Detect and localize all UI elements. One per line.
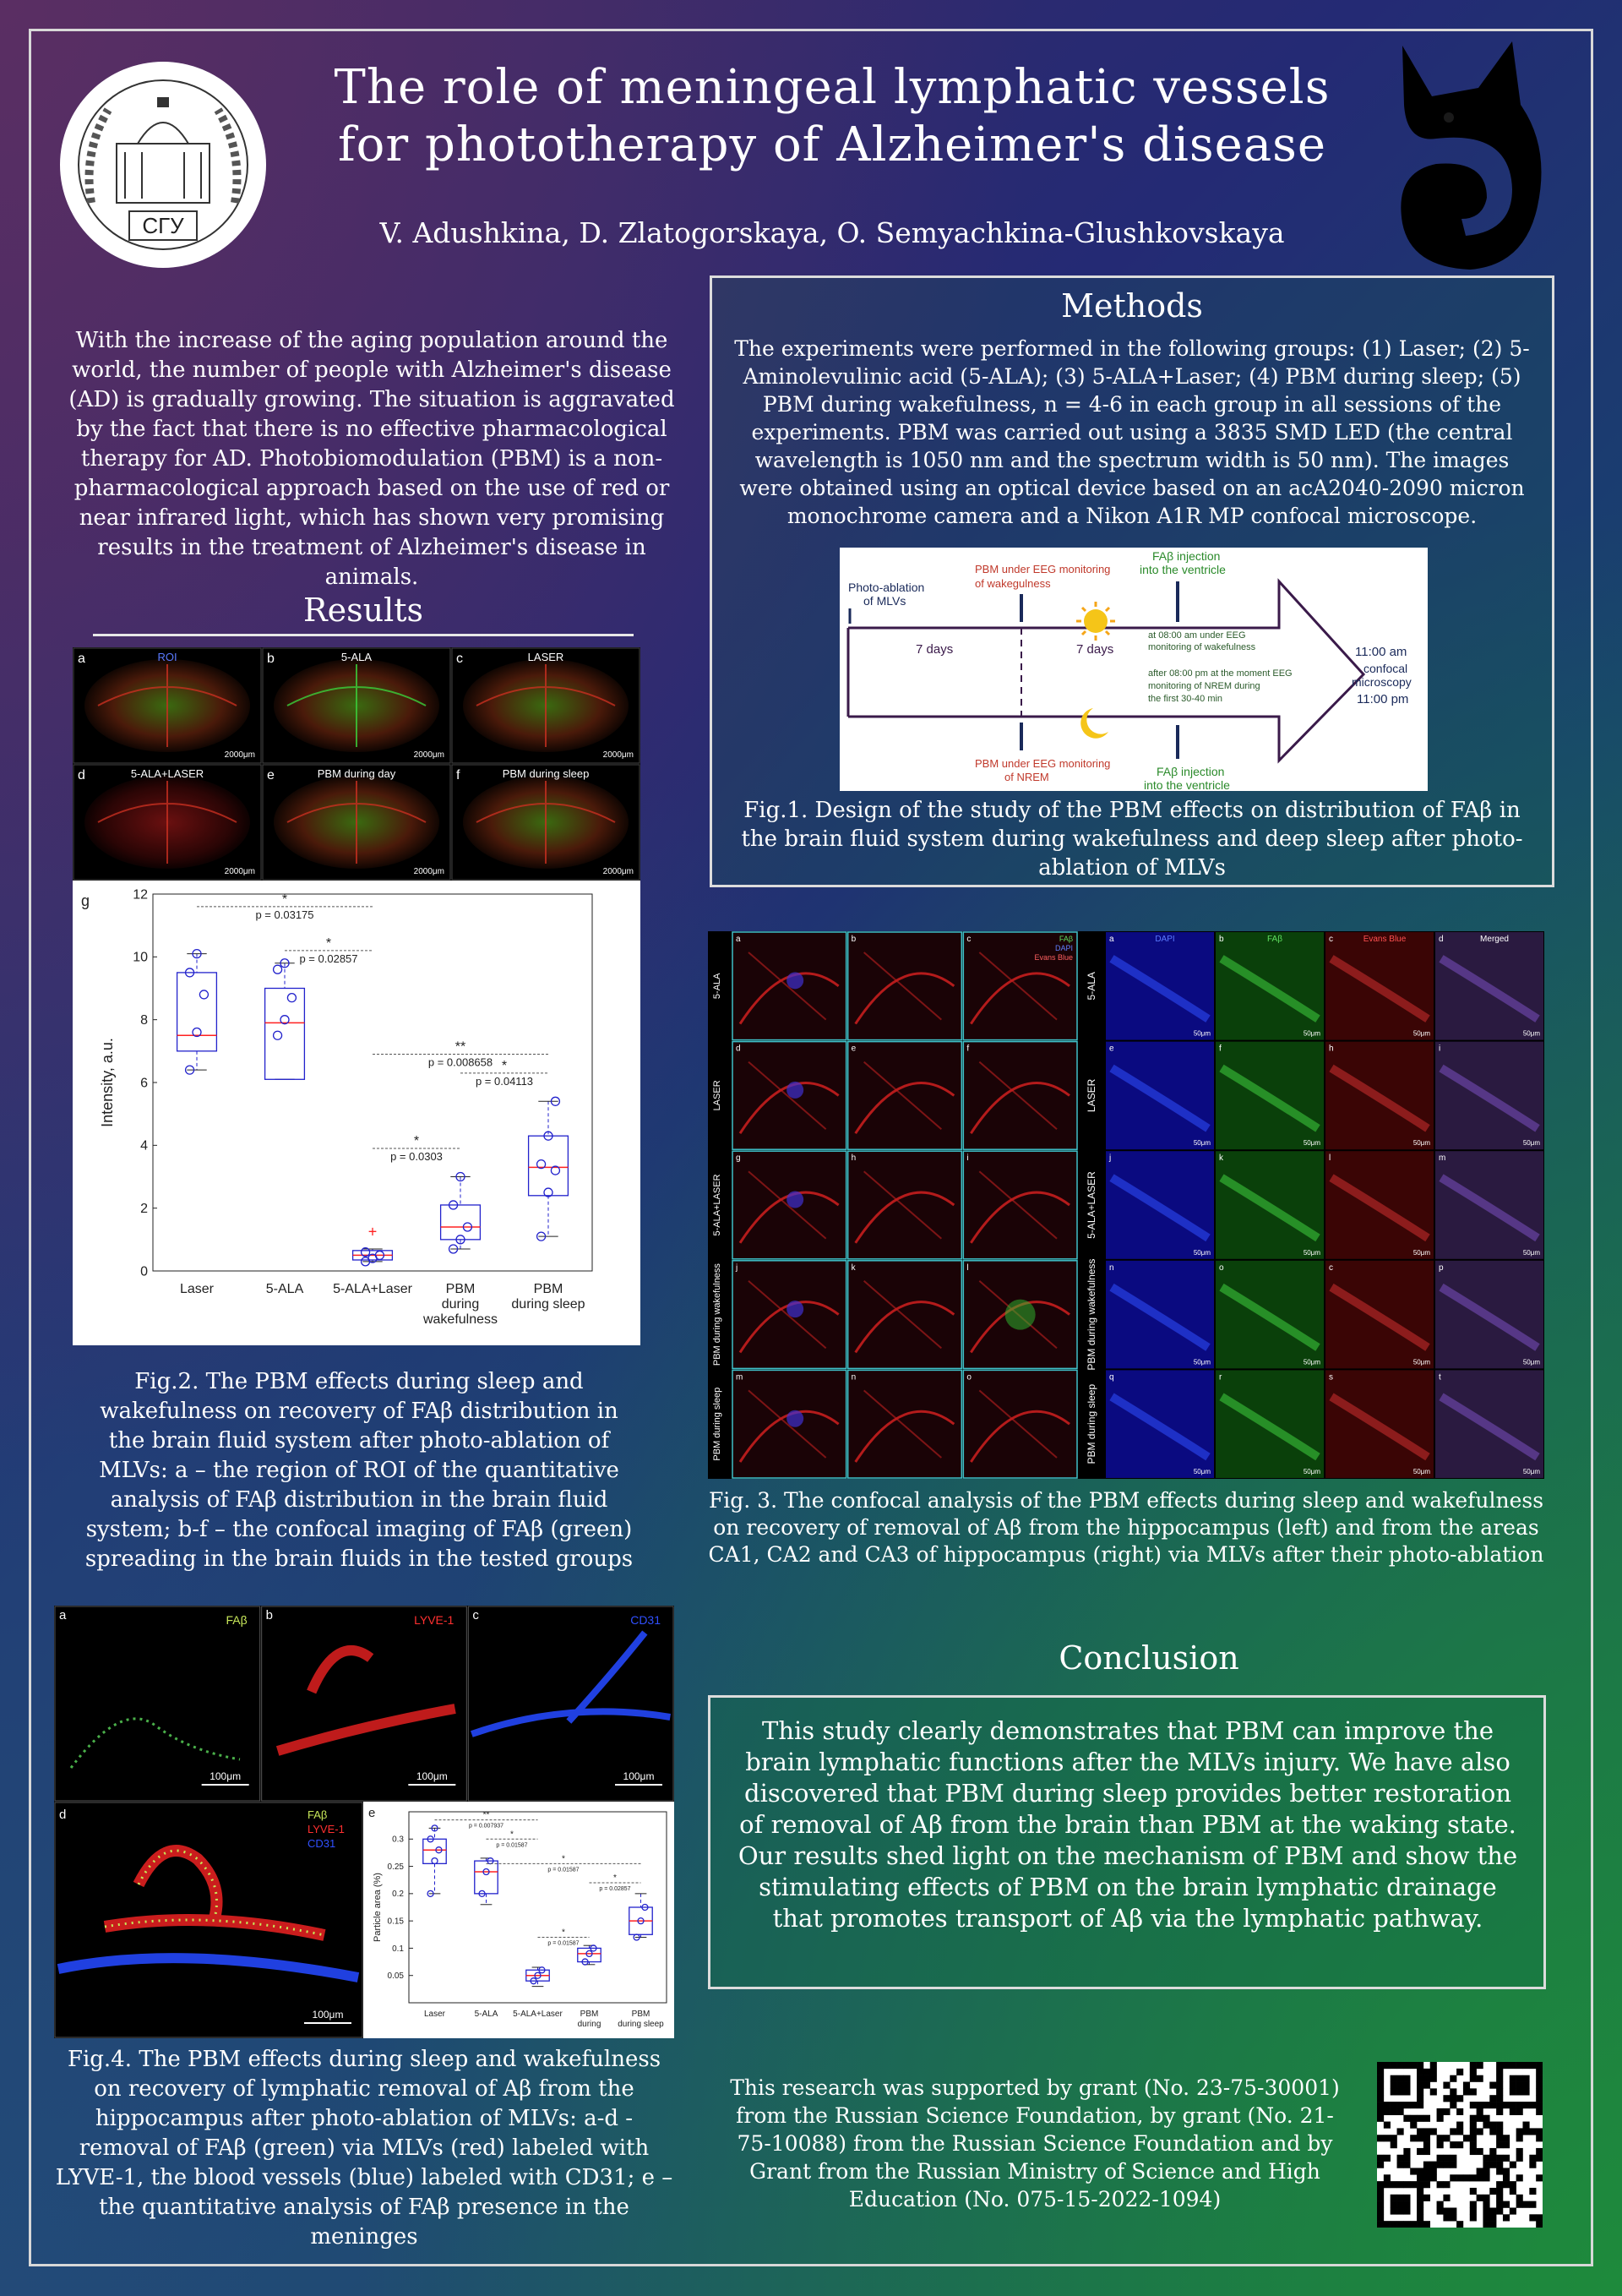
fig3-letter: c — [966, 935, 972, 944]
fig4-panel-a — [55, 1606, 260, 1801]
fig3-left-row-label: 5-ALA+LASER — [712, 1174, 722, 1236]
fig3-letter: f — [966, 1044, 970, 1054]
svg-text:p = 0.008658: p = 0.008658 — [427, 1055, 493, 1069]
fig3-letter: c — [1329, 1263, 1333, 1273]
conclusion-text: This study clearly demonstrates that PBM can improve the brain lymphatic functions after the MLVs injury. We have also discovered that PBM during sleep provides better restoration of removal of Aβ from the brain than PBM at the waking state. Our results shed light on the mechanism of PBM and show the stimulating effects of PBM on the brain lymphatic drainage that promotes transport of Aβ via the lymphatic pathway. — [738, 1716, 1518, 1933]
f1-days-2: 7 days — [1076, 642, 1114, 657]
svg-text:*: * — [562, 1854, 565, 1864]
fig2-scale-e: 2000μm — [413, 867, 444, 876]
fig4-scale-d: 100μm — [312, 2009, 344, 2021]
fig2-scale-d: 2000μm — [224, 867, 255, 876]
fig3-scale: 50μm — [1193, 1358, 1211, 1366]
svg-text:*: * — [562, 1928, 565, 1938]
fig3-left-row — [712, 1151, 1077, 1259]
fig3-scale: 50μm — [1193, 1468, 1211, 1475]
fig4-d-legend-item: FAβ — [308, 1808, 328, 1821]
fig4-letter-b: b — [265, 1608, 274, 1622]
f1-days-1: 7 days — [916, 642, 954, 657]
fig3-letter: g — [736, 1153, 741, 1164]
f1-pbm-wake-1: PBM under EEG monitoring — [975, 563, 1111, 575]
fig3-letter: i — [966, 1153, 969, 1164]
fig3-right-row — [1086, 1370, 1543, 1478]
f1-am-note-1: at 08:00 am under EEG — [1148, 630, 1246, 641]
fig2-label-e: PBM during day — [317, 767, 396, 780]
fig3-letter: n — [851, 1372, 857, 1383]
fig3-letter: f — [1219, 1044, 1222, 1054]
y-axis-label: Intensity, a.u. — [99, 1038, 116, 1127]
fig3-scale: 50μm — [1193, 1248, 1211, 1257]
fig2-letter-e: e — [267, 768, 275, 783]
fig2-panel-c — [452, 648, 640, 763]
fig3-letter: j — [736, 1263, 738, 1273]
fig3-left-row-label: PBM during sleep — [712, 1387, 722, 1461]
f1-pbm-nrem-1: PBM under EEG monitoring — [975, 757, 1111, 770]
fig3-letter: p — [1439, 1263, 1444, 1273]
fig3-letter: q — [1109, 1372, 1114, 1383]
fig3-scale: 50μm — [1193, 1139, 1211, 1148]
x-tick-label: during — [577, 2020, 601, 2029]
fig3-left-row — [712, 932, 1077, 1040]
fig3-letter: c — [1329, 935, 1333, 944]
svg-text:p = 0.007937: p = 0.007937 — [468, 1823, 504, 1830]
moon-icon — [1080, 708, 1108, 739]
fig3-letter: k — [851, 1263, 856, 1273]
fig3-letter: m — [736, 1372, 743, 1383]
x-tick-label: 5-ALA+Laser — [513, 2010, 563, 2019]
fig2-label-d: 5-ALA+LASER — [130, 767, 204, 780]
f1-fab-top-2: into the ventricle — [1140, 563, 1226, 576]
cat-logo — [1385, 37, 1554, 282]
fig4-letter-c: c — [472, 1608, 479, 1622]
fig2-label-b: 5-ALA — [340, 651, 373, 663]
fig3-scale: 50μm — [1412, 1248, 1430, 1257]
x-tick-label: 5-ALA — [474, 2010, 498, 2019]
f1-pm-note-3: the first 30-40 min — [1148, 694, 1223, 704]
fig3-scale: 50μm — [1303, 1468, 1320, 1475]
y-tick-label: 0.15 — [387, 1917, 404, 1927]
fig3-letter: e — [1109, 1044, 1114, 1054]
fig3-right-row-label: 5-ALA+LASER — [1086, 1171, 1097, 1239]
fig3-letter: j — [1109, 1153, 1112, 1164]
figure-4-caption: Fig.4. The PBM effects during sleep and wakefulness on recovery of lymphatic removal of Aβ from the hippocampus after photo-ablation of MLVs: a-d - removal of FAβ (green) via MLVs (red) labeled with LYVE-1, the blood vessels (blue) labeled with CD31; e – the quantitative analysis of FAβ presence in the meninges — [55, 2047, 673, 2250]
y-tick-label: 0.2 — [392, 1890, 404, 1900]
poster-title — [304, 59, 1360, 174]
y-tick-label: 0.1 — [392, 1944, 404, 1954]
f1-time-pm: 11:00 pm — [1357, 692, 1409, 706]
results-heading: Results — [303, 592, 423, 629]
fig3-scale: 50μm — [1522, 1248, 1540, 1257]
authors: V. Adushkina, D. Zlatogorskaya, O. Semyachkina-Glushkovskaya — [379, 216, 1285, 249]
university-seal-logo — [57, 59, 269, 270]
introduction-text: With the increase of the aging population around the world, the number of people with Alzheimer's disease (AD) is gradually growing. The situation is aggravated by the fact that there is no effective pharmacological therapy for AD. Photobiomodulation (PBM) is a non-pharmacological approach based on the use of red or near infrared light, which has shown very promising results in the treatment of Alzheimer's disease in animals. — [68, 328, 675, 590]
fig3-scale: 50μm — [1522, 1139, 1540, 1148]
figure-4 — [54, 1606, 674, 2038]
sun-icon — [1076, 602, 1115, 641]
fig3-letter: r — [1219, 1372, 1222, 1383]
fig3-left-row — [712, 1261, 1077, 1369]
svg-text:**: ** — [482, 1810, 490, 1820]
fig3-channel-label: Merged — [1480, 935, 1509, 944]
fig4-letter-e: e — [368, 1806, 376, 1820]
fig4-d-legend-item: LYVE-1 — [308, 1823, 345, 1835]
fig3-letter: o — [1219, 1263, 1224, 1273]
figure-2 — [73, 647, 640, 1345]
x-tick-label: PBM — [533, 1282, 563, 1296]
fig2-letter-g: g — [81, 892, 90, 909]
fig3-scale: 50μm — [1303, 1358, 1320, 1366]
fig3-left-row-label: PBM during wakefulness — [712, 1263, 722, 1366]
outlier-point: + — [367, 1223, 378, 1241]
f1-photoablation: Photo-ablation — [848, 581, 925, 594]
x-tick-label: 5-ALA — [265, 1282, 304, 1296]
y-tick-label: 2 — [140, 1202, 148, 1216]
fig3-letter: d — [736, 1044, 741, 1054]
fig3-right-row-label: 5-ALA — [1086, 972, 1097, 1001]
f1-pm-note-1: after 08:00 pm at the moment EEG — [1148, 668, 1293, 679]
fig3-scale: 50μm — [1522, 1468, 1540, 1475]
f1-pbm-nrem-2: of NREM — [1004, 771, 1049, 783]
fig3-letter: m — [1439, 1153, 1446, 1164]
title-line-1: The role of meningeal lymphatic vessels — [334, 60, 1331, 115]
fig3-left-row-label: LASER — [712, 1080, 722, 1111]
fig2-panel-b — [263, 648, 450, 763]
fig4-d-legend-item: CD31 — [308, 1837, 336, 1850]
x-tick-label: PBM — [445, 1282, 476, 1296]
f1-confocal-2: microscopy — [1352, 675, 1412, 689]
fig4-panel-b — [262, 1606, 467, 1801]
fig2-panel-f — [452, 765, 640, 880]
fig4-scale-c: 100μm — [623, 1770, 655, 1782]
svg-text:p = 0.04113: p = 0.04113 — [475, 1074, 534, 1088]
fig3-right-row — [1086, 1042, 1543, 1150]
figure-1-study-design — [840, 548, 1428, 791]
f1-time-am: 11:00 am — [1355, 645, 1407, 659]
fig3-scale: 50μm — [1193, 1029, 1211, 1038]
methods-heading: Methods — [1061, 287, 1203, 324]
methods-text: The experiments were performed in the following groups: (1) Laser; (2) 5-Aminolevulinic acid (5-ALA); (3) 5-ALA+Laser; (4) PBM during sleep; (5) PBM during wakefulness, n = 4-6 in each group in all sessions of the experiments. PBM was carried out using a 3835 SMD LED (the central wavelength is 1050 nm and the spectrum width is 50 nm). The images were obtained using an optical device based on an acA2040-2090 micron monochrome camera and a Nikon A1R MP confocal microscope. — [734, 336, 1530, 528]
f1-am-note-2: monitoring of wakefulness — [1148, 642, 1256, 652]
svg-text:p = 0.01587: p = 0.01587 — [547, 1940, 580, 1947]
fig3-letter: b — [1219, 935, 1224, 944]
y-tick-label: 6 — [140, 1076, 148, 1091]
fig3-letter: h — [851, 1153, 857, 1164]
fig3-letter: k — [1219, 1153, 1223, 1164]
fig3-letter: h — [1329, 1044, 1334, 1054]
svg-text:p = 0.02857: p = 0.02857 — [599, 1885, 631, 1892]
fig2-panel-d — [73, 765, 261, 880]
fig2-scale-b: 2000μm — [413, 750, 444, 760]
fig3-legend-item: DAPI — [1054, 944, 1073, 952]
fig3-scale: 50μm — [1412, 1029, 1430, 1038]
fig3-legend-item: Evans Blue — [1034, 953, 1073, 962]
y-tick-label: 0.25 — [387, 1862, 404, 1872]
fig4-scale-b: 100μm — [416, 1770, 448, 1782]
figure-3-confocal-grid — [708, 931, 1544, 1479]
fig3-legend-item: FAβ — [1059, 935, 1073, 943]
svg-text:p = 0.01587: p = 0.01587 — [547, 1867, 580, 1873]
svg-text:p = 0.01587: p = 0.01587 — [496, 1842, 528, 1849]
fig3-scale: 50μm — [1412, 1139, 1430, 1148]
fig2-scale-c: 2000μm — [602, 750, 634, 760]
title-line-2: for phototherapy of Alzheimer's disease — [337, 117, 1327, 172]
qr-code[interactable] — [1377, 2062, 1543, 2228]
f1-of-mlvs: of MLVs — [863, 594, 906, 608]
x-tick-label: PBM — [580, 2010, 599, 2019]
fig3-letter: a — [1109, 935, 1114, 944]
figure-2-caption: Fig.2. The PBM effects during sleep and wakefulness on recovery of FAβ distribution in the brain fluid system after photo-ablation of MLVs: a – the region of ROI of the quantitative analysis of FAβ distribution in the brain fluid system; b-f – the confocal imaging of FAβ (green) spreading in the brain fluids in the tested groups — [84, 1369, 634, 1572]
fig3-left-row — [712, 1042, 1077, 1150]
fig3-letter: b — [851, 935, 857, 944]
funding-acknowledgement: This research was supported by grant (No. 23-75-30001) from the Russian Science Foundation, by grant (No. 21-75-10088) from the Russian Science Foundation and by Grant from the Russian Ministry of Science and High Education (No. 075-15-2022-1094) — [730, 2075, 1340, 2211]
fig3-scale: 50μm — [1303, 1029, 1320, 1038]
fig4-letter-d: d — [59, 1808, 67, 1822]
y-tick-label: 0.3 — [392, 1835, 404, 1845]
x-tick-label: Laser — [179, 1282, 215, 1296]
svg-text:*: * — [413, 1134, 420, 1149]
fig3-channel-label: DAPI — [1155, 935, 1175, 944]
y-axis-label: Particle area (%) — [373, 1873, 383, 1942]
results-underline — [93, 634, 634, 636]
fig3-channel-label: Evans Blue — [1363, 935, 1407, 944]
fig4-label-a: FAβ — [226, 1613, 248, 1627]
fig3-scale: 50μm — [1522, 1029, 1540, 1038]
fig2-letter-b: b — [267, 652, 275, 666]
figure-3-caption: Fig. 3. The confocal analysis of the PBM effects during sleep and wakefulness on recovery of removal of Aβ from the hippocampus (left) and from the areas CA1, CA2 and CA3 of hippocampus (right) via MLVs after their photo-ablation — [708, 1488, 1544, 1567]
f1-pbm-wake-2: of wakegulness — [975, 577, 1051, 590]
f1-confocal-1: confocal — [1363, 662, 1408, 675]
fig4-panel-c — [468, 1606, 673, 1801]
fig3-scale: 50μm — [1303, 1139, 1320, 1148]
fig3-letter: o — [966, 1372, 972, 1383]
fig3-letter: e — [851, 1044, 857, 1054]
f1-fab-bot-1: FAβ injection — [1157, 765, 1225, 778]
fig2-letter-f: f — [456, 768, 460, 783]
svg-text:*: * — [510, 1830, 514, 1840]
fig2-label-c: LASER — [527, 651, 564, 663]
fig3-right-row-label: PBM during sleep — [1086, 1383, 1097, 1464]
fig2-panel-a — [73, 648, 261, 763]
fig3-channel-label: FAβ — [1267, 935, 1282, 944]
svg-text:*: * — [281, 892, 288, 907]
svg-text:p = 0.03175: p = 0.03175 — [255, 908, 314, 921]
fig2-letter-d: d — [78, 768, 85, 783]
fig4-scale-a: 100μm — [210, 1770, 242, 1782]
fig3-letter: d — [1439, 935, 1444, 944]
conclusion-heading: Conclusion — [1059, 1639, 1239, 1677]
fig3-scale: 50μm — [1303, 1248, 1320, 1257]
x-tick-label: during sleep — [511, 1297, 585, 1312]
x-tick-label: Laser — [423, 2010, 446, 2019]
fig3-scale: 50μm — [1412, 1468, 1430, 1475]
y-tick-label: 4 — [140, 1138, 148, 1153]
fig2-letter-a: a — [78, 652, 85, 666]
x-tick-label: during sleep — [618, 2020, 664, 2029]
fig4-label-c: CD31 — [630, 1613, 661, 1627]
svg-text:p = 0.0303: p = 0.0303 — [390, 1150, 443, 1164]
fig3-letter: s — [1329, 1372, 1333, 1383]
fig3-letter: l — [1329, 1153, 1331, 1164]
fig3-scale: 50μm — [1522, 1358, 1540, 1366]
x-tick-label: PBM — [631, 2010, 650, 2019]
y-tick-label: 0.05 — [387, 1972, 404, 1982]
svg-text:**: ** — [454, 1039, 466, 1055]
svg-text:*: * — [613, 1873, 617, 1883]
fig3-right-row — [1086, 1259, 1543, 1371]
y-tick-label: 8 — [140, 1013, 148, 1028]
fig2-scale-a: 2000μm — [224, 750, 255, 760]
fig3-letter: a — [736, 935, 741, 944]
svg-text:*: * — [325, 935, 332, 951]
fig3-right-row-label: LASER — [1086, 1078, 1097, 1113]
fig3-right-row — [1086, 1151, 1543, 1259]
seal-text: СГУ — [142, 213, 184, 238]
x-tick-label: 5-ALA+Laser — [333, 1282, 412, 1296]
f1-fab-bot-2: into the ventricle — [1144, 778, 1230, 791]
y-tick-label: 0 — [140, 1264, 148, 1279]
fig2-panel-e — [263, 765, 450, 880]
x-tick-label: wakefulness — [422, 1312, 498, 1327]
fig3-right-row — [1086, 932, 1543, 1040]
fig4-panel-d — [55, 1802, 362, 2037]
figure-1-caption: Fig.1. Design of the study of the PBM effects on distribution of FAβ in the brain fluid system during wakefulness and deep sleep after photo-ablation of MLVs — [741, 798, 1523, 881]
fig2-label-f: PBM during sleep — [502, 767, 590, 780]
svg-text:*: * — [501, 1058, 508, 1073]
y-tick-label: 12 — [133, 887, 148, 903]
svg-text:p = 0.02857: p = 0.02857 — [299, 952, 358, 965]
fig3-letter: i — [1439, 1044, 1441, 1054]
fig4-letter-a: a — [59, 1608, 67, 1622]
fig4-label-b: LYVE-1 — [414, 1613, 454, 1627]
fig3-left-row — [712, 1370, 1077, 1478]
fig3-right-row-label: PBM during wakefulness — [1086, 1258, 1097, 1371]
fig3-letter: t — [1439, 1372, 1441, 1383]
f1-fab-top-1: FAβ injection — [1152, 549, 1221, 563]
fig2-letter-c: c — [456, 652, 463, 666]
fig3-letter: l — [966, 1263, 969, 1273]
fig3-left-row-label: 5-ALA — [712, 973, 722, 1000]
fig3-letter: n — [1109, 1263, 1114, 1273]
y-tick-label: 10 — [133, 950, 148, 965]
f1-pm-note-2: monitoring of NREM during — [1148, 681, 1260, 691]
fig3-scale: 50μm — [1412, 1358, 1430, 1366]
x-tick-label: during — [441, 1297, 480, 1312]
fig2-label-a: ROI — [157, 651, 177, 663]
fig2-scale-f: 2000μm — [602, 867, 634, 876]
